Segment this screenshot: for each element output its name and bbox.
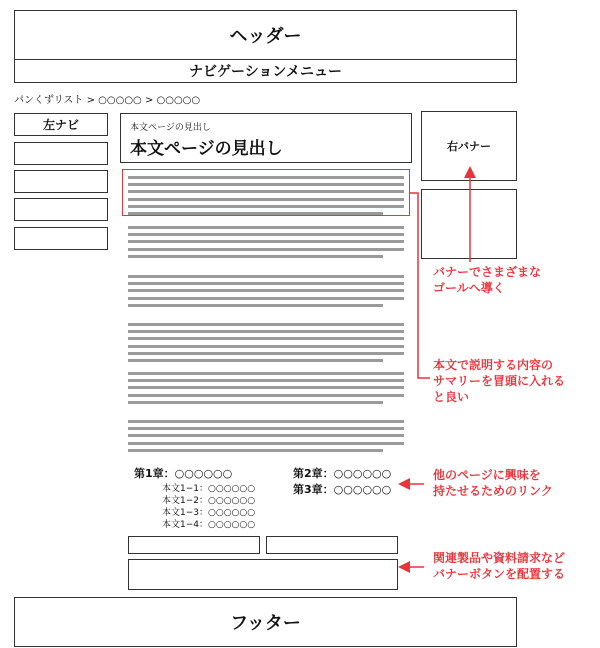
page-heading-large: 本文ページの見出し <box>130 139 283 159</box>
summary-annotation-line: サマリーを冒頭に入れる <box>433 374 566 388</box>
toc-sub-link[interactable]: 本文1−1：○○○○○○ <box>162 484 256 494</box>
header-box: ヘッダー <box>14 10 517 60</box>
summary-annotation-line: 本文で説明する内容の <box>433 358 554 372</box>
wide-banner-button[interactable] <box>128 559 398 590</box>
links-annotation-line: 他のページに興味を <box>433 468 541 482</box>
banner-annotation-line: ゴールへ導く <box>433 281 505 295</box>
toc-sub-link[interactable]: 本文1−3：○○○○○○ <box>162 508 256 518</box>
links-annotation <box>433 467 553 499</box>
toc-chapter-1[interactable]: 第1章：○○○○○○ <box>134 467 233 480</box>
banner-button[interactable] <box>266 536 398 554</box>
buttons-annotation-line: 関連製品や資料請求など <box>433 551 566 565</box>
left-nav-title[interactable]: 左ナビ <box>14 113 108 136</box>
toc-chapter-2[interactable]: 第2章：○○○○○○ <box>293 467 392 480</box>
right-banner[interactable]: 右バナー <box>421 111 517 181</box>
banner-annotation <box>433 264 541 296</box>
breadcrumb[interactable]: パンくずリスト > ○○○○○ > ○○○○○ <box>14 95 201 106</box>
buttons-annotation <box>433 550 565 582</box>
navigation-menu[interactable]: ナビゲーションメニュー <box>14 59 517 83</box>
buttons-annotation-line: バナーボタンを配置する <box>433 567 566 581</box>
summary-annotation-connector <box>410 193 430 378</box>
summary-annotation <box>433 357 565 405</box>
toc-sub-link[interactable]: 本文1−2：○○○○○○ <box>162 496 256 506</box>
toc-sub-link[interactable]: 本文1−4：○○○○○○ <box>162 520 256 530</box>
toc-chapter-3[interactable]: 第3章：○○○○○○ <box>293 483 392 496</box>
summary-annotation-line: と良い <box>433 390 470 404</box>
links-annotation-line: 持たせるためのリンク <box>433 484 553 498</box>
banner-annotation-line: バナーでさまざまな <box>433 265 542 279</box>
footer-box: フッター <box>14 597 517 647</box>
page-heading-small: 本文ページの見出し <box>130 123 211 133</box>
banner-button[interactable] <box>128 536 260 554</box>
